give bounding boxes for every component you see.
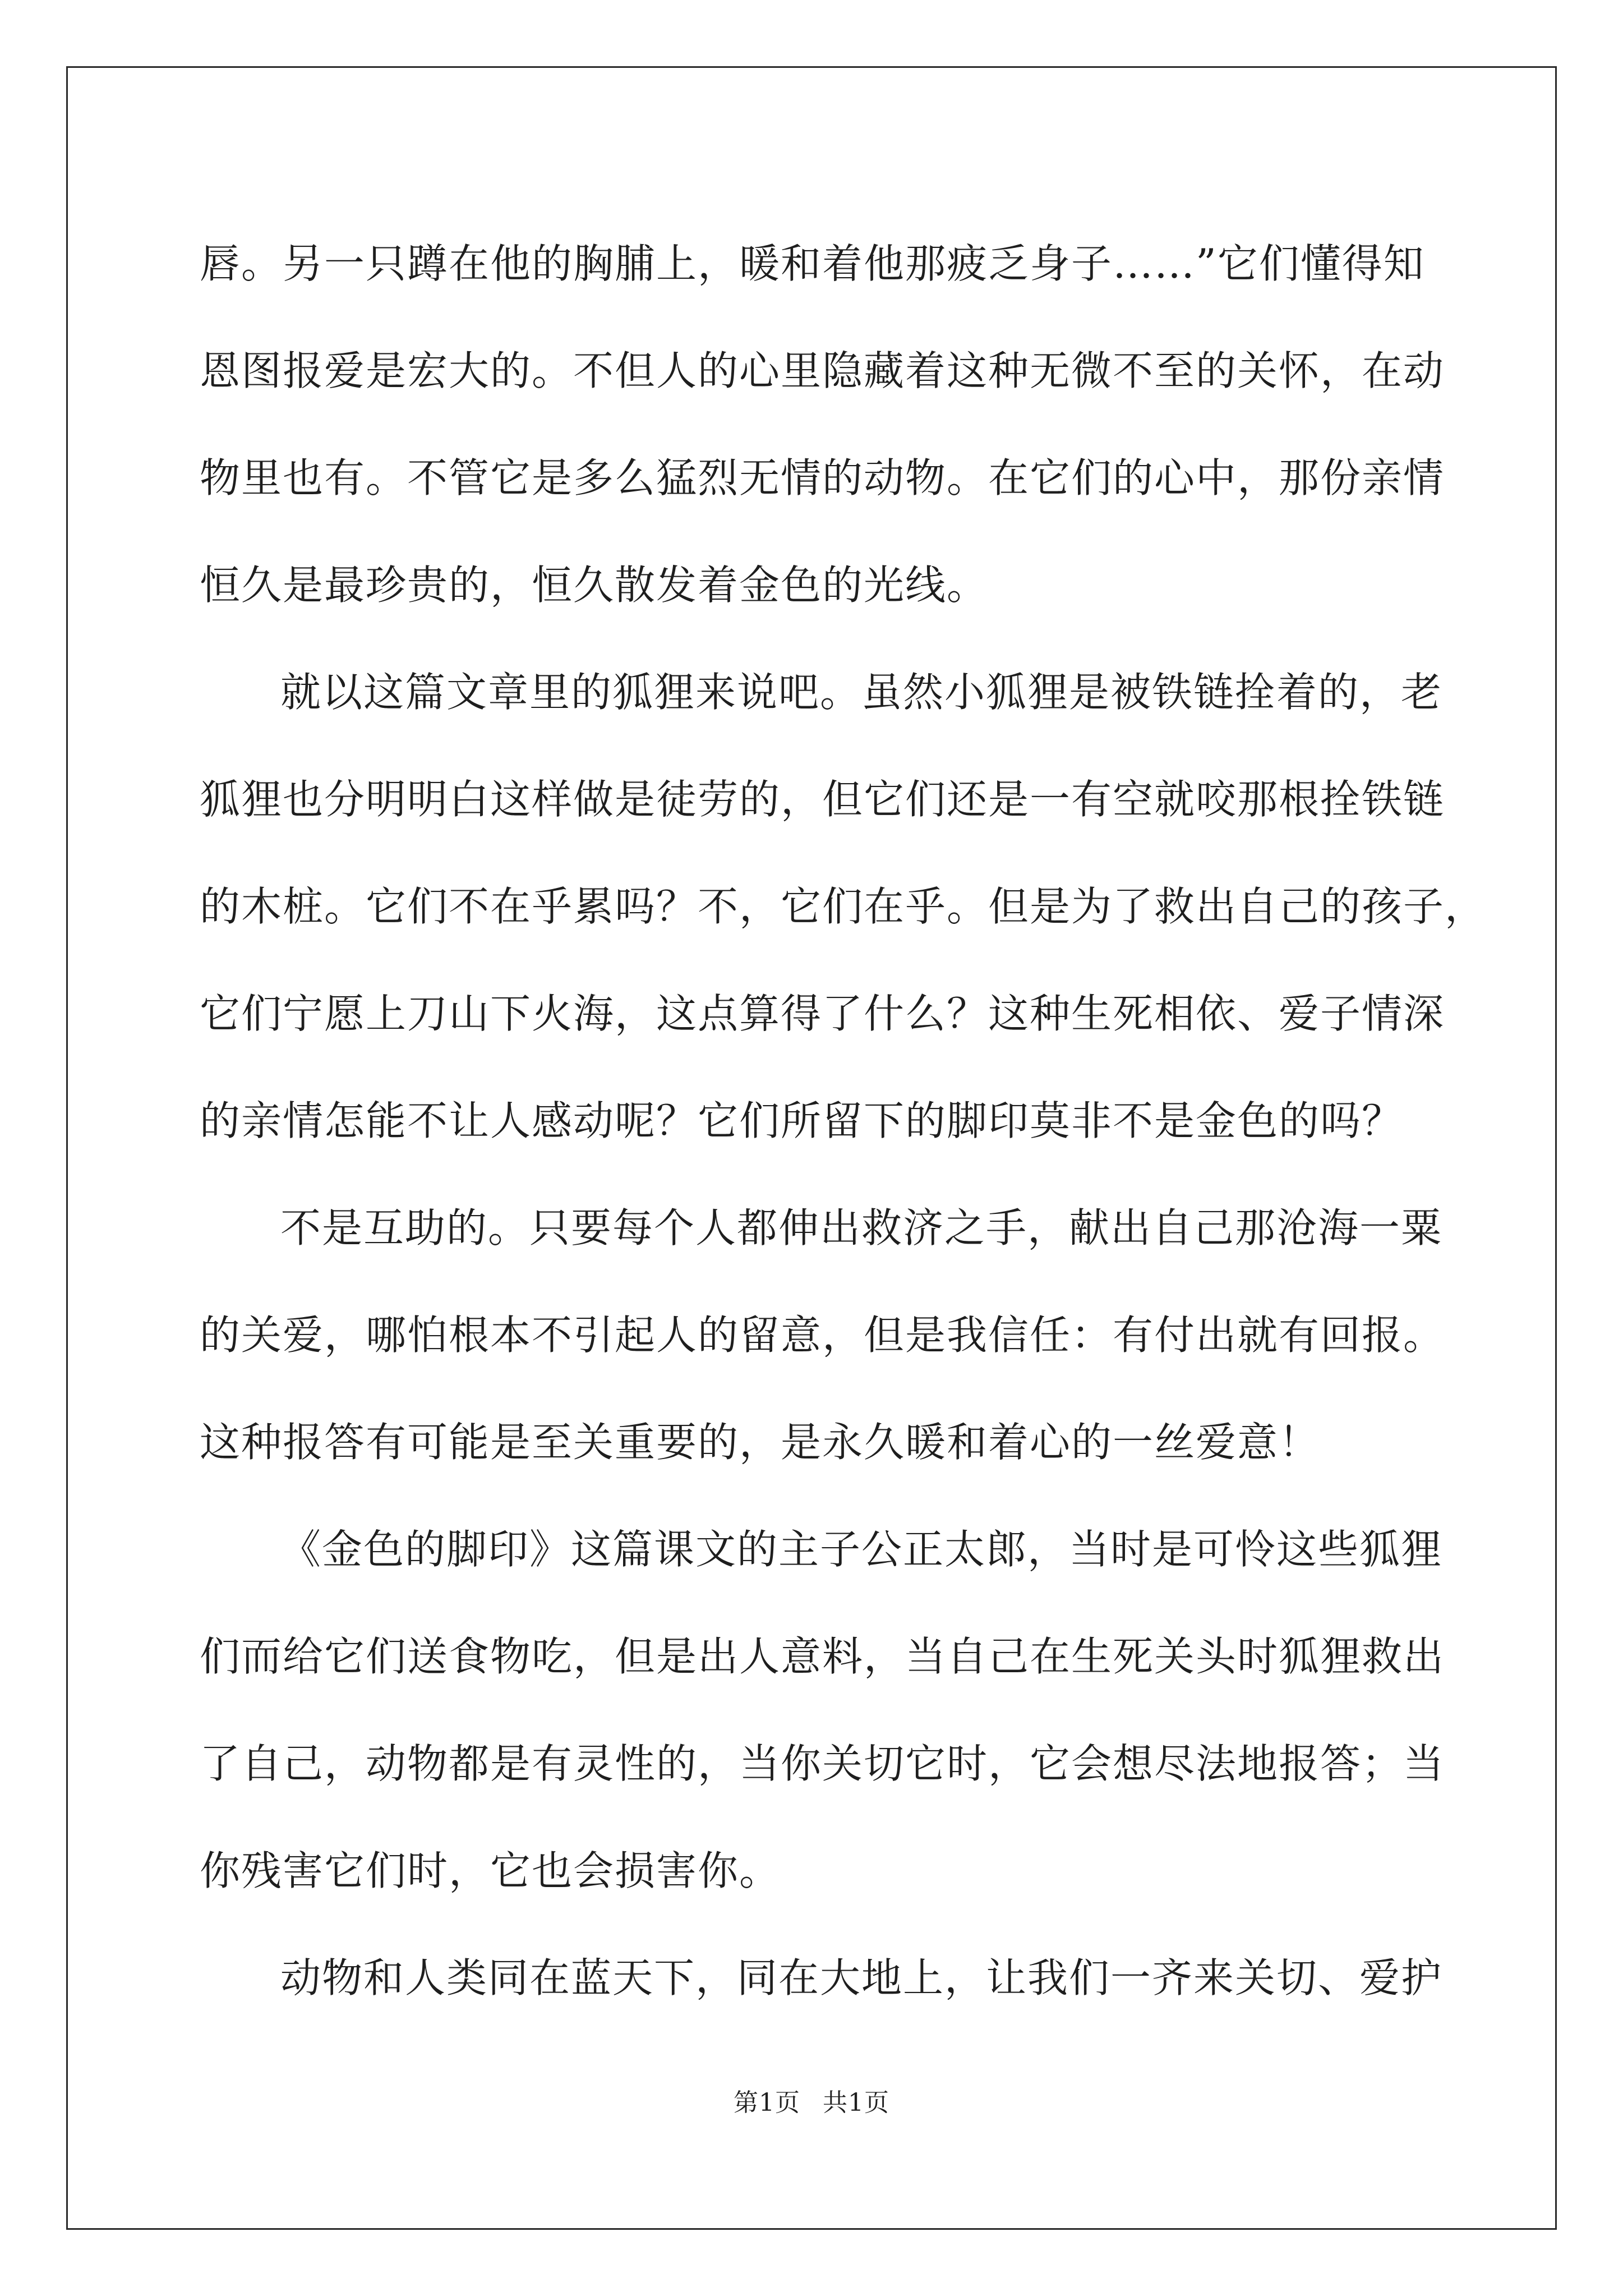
document-body [200, 210, 1487, 2032]
page-number: 第1页 [734, 2088, 800, 2117]
page-total: 共1页 [823, 2088, 889, 2117]
text-line: 们而给它们送食物吃，但是出人意料，当自己在生死关头时狐狸救出 [200, 1633, 1445, 1680]
text-line: 就以这篇文章里的狐狸来说吧。虽然小狐狸是被铁链拴着的，老 [280, 669, 1443, 716]
text-line: 恩图报爱是宏大的。不但人的心里隐藏着这种无微不至的关怀，在动 [200, 347, 1445, 394]
text-line: 物里也有。不管它是多么猛烈无情的动物。在它们的心中，那份亲情 [200, 454, 1445, 501]
text-line: 不是互助的。只要每个人都伸出救济之手，献出自己那沧海一粟 [280, 1204, 1443, 1251]
text-line: 狐狸也分明明白这样做是徒劳的，但它们还是一有空就咬那根拴铁链 [200, 776, 1445, 823]
text-line: 的亲情怎能不让人感动呢？它们所留下的脚印莫非不是金色的吗？ [200, 1097, 1404, 1144]
text-line: 恒久是最珍贵的，恒久散发着金色的光线。 [200, 562, 989, 609]
text-line: 动物和人类同在蓝天下，同在大地上，让我们一齐来关切、爱护 [280, 1954, 1443, 2001]
page-footer [0, 2082, 1623, 2118]
text-line: 了自己，动物都是有灵性的，当你关切它时，它会想尽法地报答；当 [200, 1740, 1445, 1787]
text-line: 的木桩。它们不在乎累吗？不，它们在乎。但是为了救出自己的孩子， [200, 883, 1487, 930]
text-line: 的关爱，哪怕根本不引起人的留意，但是我信任：有付出就有回报。 [200, 1312, 1445, 1359]
text-line: 《金色的脚印》这篇课文的主子公正太郎，当时是可怜这些狐狸 [280, 1526, 1443, 1573]
text-line: 这种报答有可能是至关重要的，是永久暖和着心的一丝爱意！ [200, 1419, 1321, 1466]
text-line: 你残害它们时，它也会损害你。 [200, 1847, 781, 1894]
text-line: 它们宁愿上刀山下火海，这点算得了什么？这种生死相依、爱子情深 [200, 990, 1445, 1037]
text-line: 唇。另一只蹲在他的胸脯上，暖和着他那疲乏身子……”它们懂得知 [200, 240, 1425, 287]
